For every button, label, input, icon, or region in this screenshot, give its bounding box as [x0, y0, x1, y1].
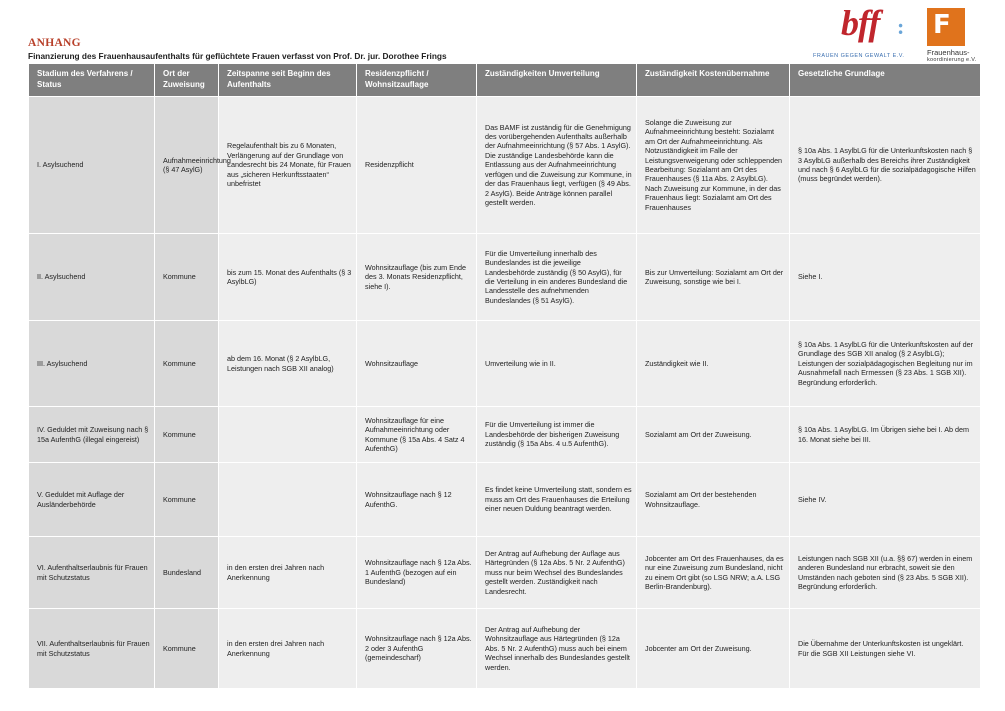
column-header: Zeitspanne seit Beginn des Aufenthalts [219, 64, 357, 97]
cell-status: VI. Aufenthaltserlaubnis für Frauen mit Schutzstatus [29, 537, 155, 609]
cell-umverteilung: Umverteilung wie in II. [477, 321, 637, 407]
cell-zeit: Regelaufenthalt bis zu 6 Monaten, Verlängerung auf der Grundlage von Landesrecht bis 24 Monate, für Frauen aus „sicheren Herkunftsstaaten“ unbefristet [219, 97, 357, 234]
cell-ort: Kommune [155, 609, 219, 689]
cell-zeit: ab dem 16. Monat (§ 2 AsylbLG, Leistungen nach SGB XII analog) [219, 321, 357, 407]
cell-status: I. Asylsuchend [29, 97, 155, 234]
column-header: Zuständigkeit Kostenübernahme [637, 64, 790, 97]
table-row [29, 537, 981, 609]
cell-ort: Kommune [155, 321, 219, 407]
bff-logo-colon: : [897, 14, 905, 39]
cell-ort: Bundesland [155, 537, 219, 609]
cell-umverteilung: Der Antrag auf Aufhebung der Wohnsitzauflage aus Härtegründen (§ 12a Abs. 5 Nr. 2 AufenthG) muss auch bei einem Wechsel innerhalb des Bundeslandes gestellt werden. [477, 609, 637, 689]
cell-ort: Kommune [155, 234, 219, 321]
column-header: Zuständigkeiten Umverteilung [477, 64, 637, 97]
table-row [29, 234, 981, 321]
cell-kosten: Zuständigkeit wie II. [637, 321, 790, 407]
cell-residenz: Wohnsitzauflage nach § 12a Abs. 1 AufenthG (bezogen auf ein Bundesland) [357, 537, 477, 609]
cell-kosten: Solange die Zuweisung zur Aufnahmeeinrichtung besteht: Sozialamt am Ort der Aufnahmeeinrichtung. Als Notzuständigkeit im Falle der Leistungsverweigerung oder schleppenden Bearbeitung: Sozialamt am Ort des Frauenhauses (§ 11a Abs. 2 AsylbLG). Nach Zuweisung zur Kommune, in der das Frauenhaus liegt: Sozialamt am Ort des Frauenhauses [637, 97, 790, 234]
bff-logo-tagline: FRAUEN GEGEN GEWALT E.V. [813, 53, 905, 59]
frauenhaus-logo-line2: koordinierung e.V. [927, 57, 977, 63]
cell-umverteilung: Für die Umverteilung ist immer die Landesbehörde der bisherigen Zuweisung zuständig (§ 15a Abs. 4 u.5 AufenthG). [477, 407, 637, 463]
frauenhaus-logo-line1: Frauenhaus- [927, 48, 970, 57]
cell-zeit [219, 407, 357, 463]
table-row [29, 321, 981, 407]
overview-table [28, 63, 981, 689]
cell-residenz: Wohnsitzauflage für eine Aufnahmeeinrichtung oder Kommune (§ 15a Abs. 4 Satz 4 AufenthG) [357, 407, 477, 463]
cell-ort: Aufnahmeeinrichtung (§ 47 AsylG) [155, 97, 219, 234]
column-header: Residenzpflicht / Wohnsitzauflage [357, 64, 477, 97]
cell-zeit [219, 463, 357, 537]
cell-umverteilung: Für die Umverteilung innerhalb des Bundeslandes ist die jeweilige Landesbehörde zuständig (§ 50 AsylG), für die Verteilung in ein anderes Bundesland die Landesstelle des aufnehmenden Bundeslandes (§ 51 AsylG). [477, 234, 637, 321]
cell-status: IV. Geduldet mit Zuweisung nach § 15a AufenthG (illegal eingereist) [29, 407, 155, 463]
cell-kosten: Jobcenter am Ort des Frauenhauses, da es nur eine Zuweisung zum Bundesland, nicht zu einem Ort gibt (so LSG NRW; a.A. LSG Berlin-Brandenburg). [637, 537, 790, 609]
cell-grundlage: § 10a Abs. 1 AsylbLG für die Unterkunftskosten nach § 3 AsylbLG außerhalb des Bereichs ihrer Zuständigkeit und nach § 6 AsylbLG für die sozialpädagogische Hilfen (muss begründet werden). [790, 97, 981, 234]
cell-grundlage: Die Übernahme der Unterkunftskosten ist ungeklärt. Für die SGB XII Leistungen siehe VI. [790, 609, 981, 689]
cell-umverteilung: Das BAMF ist zuständig für die Genehmigung des vorübergehenden Aufenthalts außerhalb der Aufnahmeeinrichtung (§ 57 Abs. 1 AsylG). Die zuständige Landesbehörde kann die Entlassung aus der Aufnahmeeinrichtung verfügen und die Zuweisung zur Kommune, in der das Frauenhaus liegt, verfügen (§ 49 Abs. 2 AsylG). Beide Anträge können parallel gestellt werden. [477, 97, 637, 234]
cell-umverteilung: Es findet keine Umverteilung statt, sondern es muss am Ort des Frauenhauses die Erteilung einer neuen Duldung beantragt werden. [477, 463, 637, 537]
bff-logo-word: bff [841, 3, 880, 43]
cell-zeit: in den ersten drei Jahren nach Anerkennung [219, 537, 357, 609]
cell-residenz: Wohnsitzauflage [357, 321, 477, 407]
cell-ort: Kommune [155, 407, 219, 463]
cell-grundlage: § 10a Abs. 1 AsylbLG für die Unterkunftskosten auf der Grundlage des SGB XII analog (§ 2 AsylbLG); Leistungen der sozialpädagogischen Begleitung nur im Ausnahmefall nach Ermessen (§ 23 Abs. 1 SGB XII). Begründung erforderlich. [790, 321, 981, 407]
cell-kosten: Sozialamt am Ort der bestehenden Wohnsitzauflage. [637, 463, 790, 537]
cell-ort: Kommune [155, 463, 219, 537]
table-header-row [29, 64, 981, 97]
cell-status: II. Asylsuchend [29, 234, 155, 321]
cell-status: VII. Aufenthaltserlaubnis für Frauen mit Schutzstatus [29, 609, 155, 689]
cell-zeit: in den ersten drei Jahren nach Anerkennung [219, 609, 357, 689]
cell-grundlage: Leistungen nach SGB XII (u.a. §§ 67) werden in einem anderen Bundesland nur erbracht, soweit sie den Umständen nach geboten sind (§ 23 Abs. 5 SGB XII). Begründung erforderlich. [790, 537, 981, 609]
frauenhauskoordinierung-logo [925, 6, 995, 62]
table-row [29, 407, 981, 463]
cell-status: III. Asylsuchend [29, 321, 155, 407]
table-row [29, 463, 981, 537]
column-header: Gesetzliche Grundlage [790, 64, 981, 97]
cell-kosten: Sozialamt am Ort der Zuweisung. [637, 407, 790, 463]
cell-residenz: Wohnsitzauflage nach § 12 AufenthG. [357, 463, 477, 537]
page-title: ANHANG [28, 37, 81, 49]
cell-zeit: bis zum 15. Monat des Aufenthalts (§ 3 AsylbLG) [219, 234, 357, 321]
frauenhaus-logo-icon [927, 8, 965, 46]
cell-residenz: Wohnsitzauflage (bis zum Ende des 3. Monats Residenzpflicht, siehe I). [357, 234, 477, 321]
bff-logo [813, 3, 905, 61]
cell-grundlage: Siehe IV. [790, 463, 981, 537]
table-row [29, 609, 981, 689]
cell-residenz: Wohnsitzauflage nach § 12a Abs. 2 oder 3 AufenthG (gemeindescharf) [357, 609, 477, 689]
table-row [29, 97, 981, 234]
cell-grundlage: Siehe I. [790, 234, 981, 321]
cell-residenz: Residenzpflicht [357, 97, 477, 234]
cell-status: V. Geduldet mit Auflage der Ausländerbehörde [29, 463, 155, 537]
cell-umverteilung: Der Antrag auf Aufhebung der Auflage aus Härtegründen (§ 12a Abs. 5 Nr. 2 AufenthG) muss nur beim Wechsel des Bundeslandes gestellt werden. Zuständigkeit nach Landesrecht. [477, 537, 637, 609]
page-subtitle: Finanzierung des Frauenhausaufenthalts für geflüchtete Frauen verfasst von Prof. Dr. jur. Dorothee Frings [28, 51, 447, 61]
frauenhaus-logo-glyph: F [933, 10, 951, 40]
cell-kosten: Bis zur Umverteilung: Sozialamt am Ort der Zuweisung, sonstige wie bei I. [637, 234, 790, 321]
column-header: Ort der Zuweisung [155, 64, 219, 97]
cell-grundlage: § 10a Abs. 1 AsylbLG. Im Übrigen siehe bei I. Ab dem 16. Monat siehe bei III. [790, 407, 981, 463]
cell-kosten: Jobcenter am Ort der Zuweisung. [637, 609, 790, 689]
column-header: Stadium des Verfahrens / Status [29, 64, 155, 97]
